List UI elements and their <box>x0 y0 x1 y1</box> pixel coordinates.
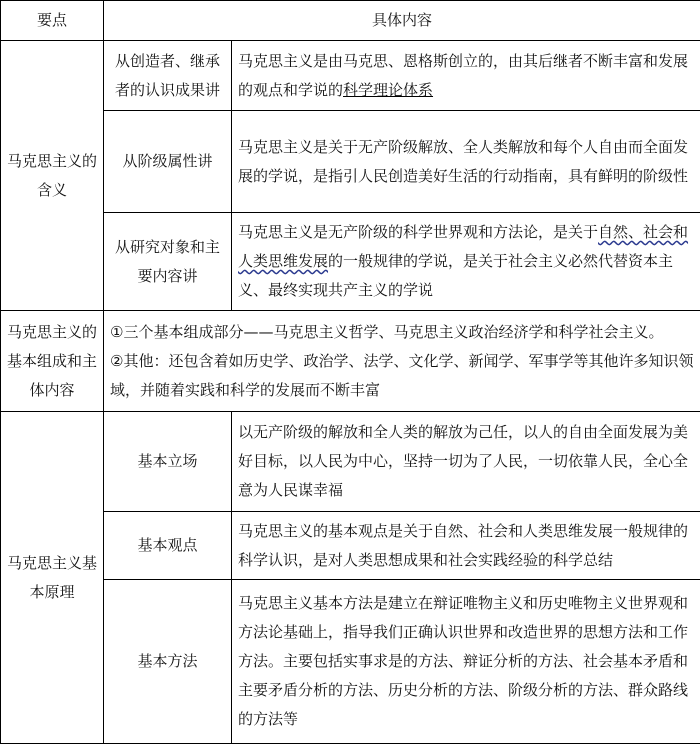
content-cell <box>232 41 700 111</box>
table-row <box>1 41 700 111</box>
aspect-cell: 从创造者、继承者的认识成果讲 <box>104 41 232 111</box>
underlined-term: 科学理论体系 <box>343 81 433 99</box>
wavy-underlined-term: 自然、社会和人类思维发展 <box>238 223 688 270</box>
table-row <box>1 580 700 744</box>
section-title-meaning: 马克思主义的含义 <box>1 41 104 311</box>
aspect-cell: 基本观点 <box>104 512 232 580</box>
aspect-cell: 基本方法 <box>104 580 232 744</box>
content-text: 的一般规律的学说，是关于社会主义必然代替资本主义、最终实现共产主义的学说 <box>238 252 673 299</box>
table-row <box>1 111 700 213</box>
section-title-principles: 马克思主义基本原理 <box>1 412 104 744</box>
header-row <box>1 1 700 41</box>
header-key-points: 要点 <box>1 1 104 41</box>
content-text: 马克思主义是由马克思、恩格斯创立的，由其后继者不断丰富和发展的观点和学说的 <box>238 52 688 99</box>
content-cell: 以无产阶级的解放和全人类的解放为己任，以人的自由全面发展为美好目标，以人民为中心，坚持一切为了人民，一切依靠人民，全心全意为人民谋幸福 <box>232 412 700 512</box>
table-row <box>1 311 700 412</box>
content-cell: 马克思主义是关于无产阶级解放、全人类解放和每个人自由而全面发展的学说，是指引人民创造美好生活的行动指南，具有鲜明的阶级性 <box>232 111 700 213</box>
aspect-cell: 基本立场 <box>104 412 232 512</box>
content-line-2: ②其他：还包含着如历史学、政治学、法学、文化学、新闻学、军事学等其他许多知识领域，并随着实践和科学的发展而不断丰富 <box>110 347 694 405</box>
content-cell: 马克思主义的基本观点是关于自然、社会和人类思维发展一般规律的科学认识，是对人类思想成果和社会实践经验的科学总结 <box>232 512 700 580</box>
content-cell: 马克思主义基本方法是建立在辩证唯物主义和历史唯物主义世界观和方法论基础上，指导我们正确认识世界和改造世界的思想方法和工作方法。主要包括实事求是的方法、辩证分析的方法、社会基本矛盾和主要矛盾分析的方法、历史分析的方法、阶级分析的方法、群众路线的方法等 <box>232 580 700 744</box>
content-cell <box>232 213 700 311</box>
aspect-cell: 从研究对象和主要内容讲 <box>104 213 232 311</box>
section-title-composition: 马克思主义的基本组成和主体内容 <box>1 311 104 412</box>
content-cell <box>104 311 700 412</box>
content-text: 马克思主义是无产阶级的科学世界观和方法论，是关于 <box>238 223 598 241</box>
aspect-cell: 从阶级属性讲 <box>104 111 232 213</box>
table-row <box>1 512 700 580</box>
table-row <box>1 412 700 512</box>
table-row <box>1 213 700 311</box>
content-line-1: ①三个基本组成部分——马克思主义哲学、马克思主义政治经济学和科学社会主义。 <box>110 318 694 347</box>
header-content: 具体内容 <box>104 1 700 41</box>
